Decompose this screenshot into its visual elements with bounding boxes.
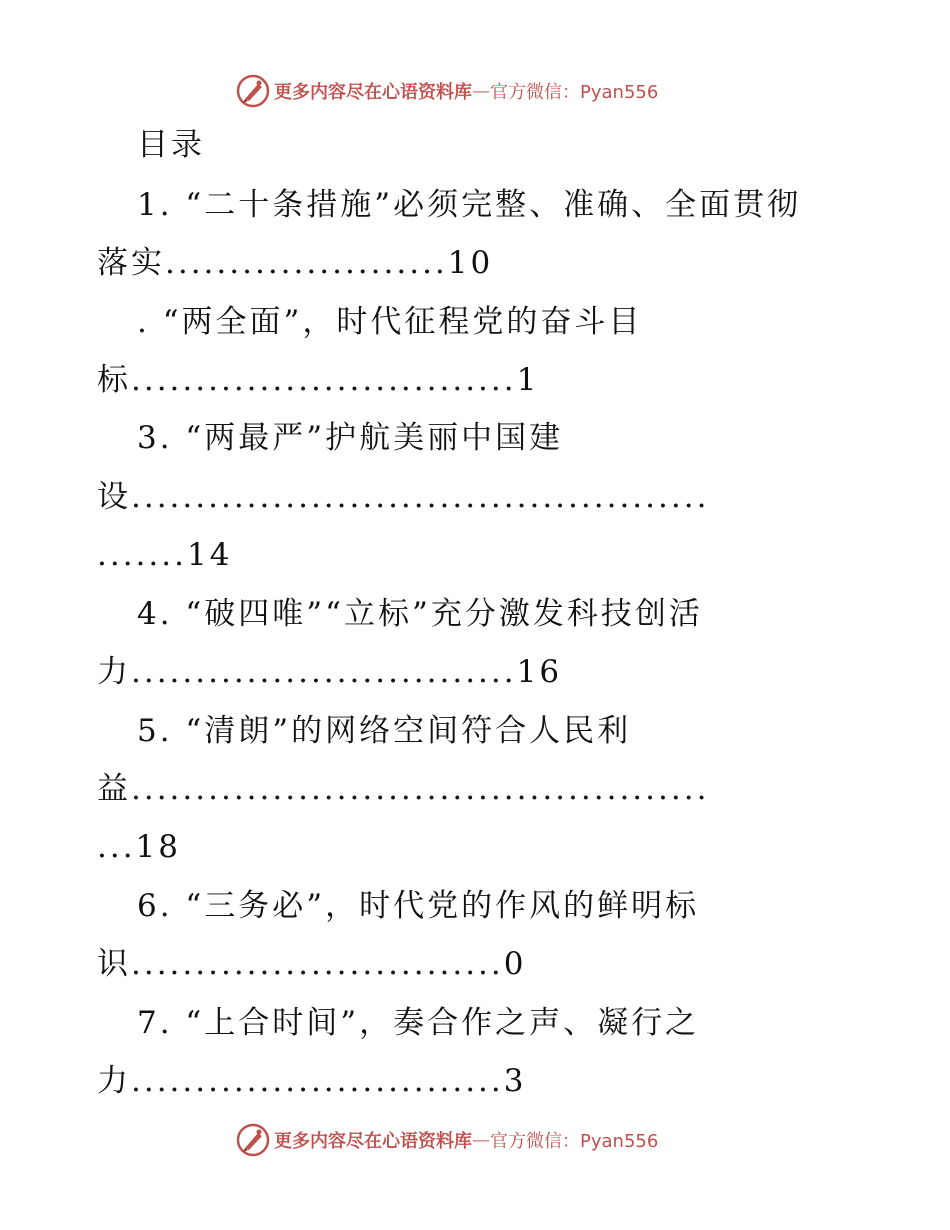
toc-line: 5. “清朗”的网络空间符合人民利 xyxy=(137,713,632,749)
toc-line: 4. “破四唯”“立标”充分激发科技创活 xyxy=(137,596,703,632)
toc-title: 目录 xyxy=(137,127,205,163)
toc-line: 识.............................0 xyxy=(97,946,527,982)
banner-separator: — xyxy=(472,80,490,102)
pen-logo-icon xyxy=(236,1123,270,1157)
banner-brand-text: 更多内容尽在心语资料库 xyxy=(274,82,472,103)
toc-line: 6. “三务必”，时代党的作风的鲜明标 xyxy=(137,888,700,924)
toc-line: 标..............................1 xyxy=(97,362,540,398)
toc-line: .......14 xyxy=(97,537,233,573)
banner-contact-text: 官方微信：Pyan556 xyxy=(490,82,659,103)
toc-line: 设............................................. xyxy=(97,479,710,515)
banner-separator: — xyxy=(472,1129,490,1151)
toc-line: 1. “二十条措施”必须完整、准确、全面贯彻 xyxy=(137,187,802,223)
toc-line: . “两全面”，时代征程党的奋斗目 xyxy=(137,304,643,340)
toc-line: 力.............................3 xyxy=(97,1063,527,1099)
toc-line: 力..............................16 xyxy=(97,654,563,690)
banner-contact-text: 官方微信：Pyan556 xyxy=(490,1131,659,1152)
footer-banner xyxy=(236,1120,658,1160)
banner-brand-text: 更多内容尽在心语资料库 xyxy=(274,1131,472,1152)
toc-line: 7. “上合时间”，奏合作之声、凝行之 xyxy=(137,1005,700,1041)
toc-line: 落实......................10 xyxy=(97,245,494,281)
toc-line: 3. “两最严”护航美丽中国建 xyxy=(137,420,564,456)
toc-line: ...18 xyxy=(97,829,182,865)
toc-line: 益............................................. xyxy=(97,771,710,807)
